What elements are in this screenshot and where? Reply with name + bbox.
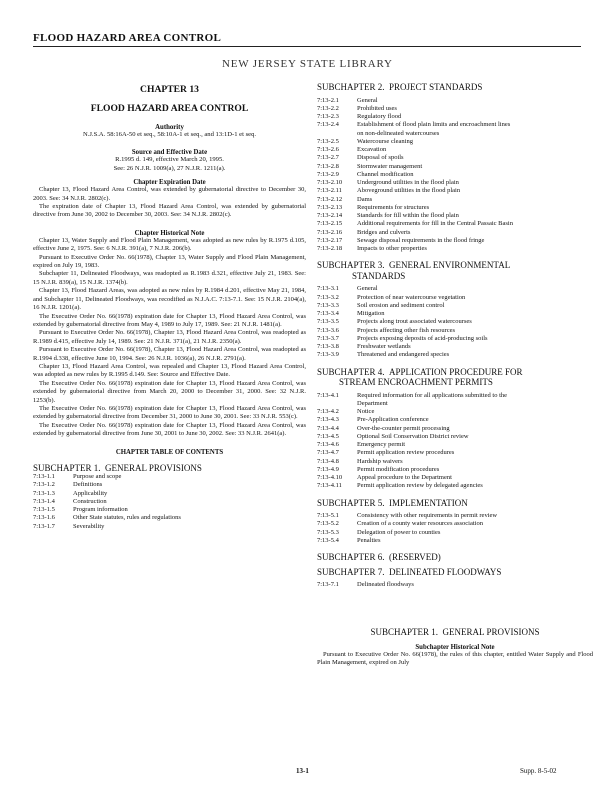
- historical-paragraph: The Executive Order No. 66(1978) expiration date for Chapter 13, Flood Hazard Area Control, was extended by gubernatorial directive from March 20, 2000 to December 31, 2000. See: 32 N.J.R. 1253(b).: [33, 379, 306, 404]
- toc-row: 7:13-1.5 Program information: [33, 506, 128, 514]
- historical-paragraph: The Executive Order No. 66(1978) expiration date for Chapter 13, Flood Hazard Area Control, was extended by gubernatorial directive from December 31, 2000 to June 30, 2001. See: 33 N.J.R. 553(c).: [33, 404, 306, 421]
- toc-row: 7:13-2.1 General: [317, 96, 378, 104]
- subchapter-6-heading: [317, 552, 593, 563]
- toc-row: 7:13-4.2 Notice: [317, 408, 375, 415]
- toc-row: 7:13-2.18 Impacts to other properties: [317, 245, 427, 252]
- left-column: [33, 82, 306, 531]
- toc-row: 7:13-5.3 Delegation of power to counties: [317, 528, 441, 536]
- historical-paragraph: Pursuant to Executive Order No. 66(1978), Chapter 13, Flood Hazard Area Control, was readopted as R.1994 d.338, effective June 10, 1994. See: 26 N.J.R. 1036(a), 26 N.J.R. 2791(a).: [33, 346, 306, 362]
- subchapter-title: (RESERVED): [389, 552, 441, 562]
- toc-row: 7:13-4.7 Permit application review procedures: [317, 449, 455, 457]
- toc-row: 7:13-4.5 Optional Soil Conservation District review: [317, 432, 469, 440]
- toc-row: 7:13-7.1 Delineated floodways: [317, 581, 414, 588]
- expiration-paragraph: The expiration date of Chapter 13, Flood Hazard Area Control, was extended by gubernatorial directive from June 30, 2002 to December 30, 2003. See: 34 N.J.R. 2802(c).: [33, 203, 306, 219]
- historical-paragraph: Pursuant to Executive Order No. 66(1978), Chapter 13, Water Supply and Flood Plain Management, expired on July 19, 1983.: [33, 253, 306, 270]
- subchapter-label: SUBCHAPTER 7.: [317, 566, 385, 577]
- subchapter-title-line2: STREAM ENCROACHMENT PERMITS: [339, 377, 493, 387]
- toc-row: 7:13-3.4 Mitigation: [317, 310, 385, 317]
- toc-row: 7:13-3.8 Freshwater wetlands: [317, 343, 411, 350]
- toc-row: 7:13-2.15 Additional requirements for fill in the Central Passaic Basin: [317, 220, 513, 228]
- toc-row: 7:13-1.3 Applicability: [33, 489, 108, 497]
- toc-row: 7:13-3.9 Threatened and endangered species: [317, 351, 450, 359]
- toc-row: 7:13-2.5 Watercourse cleaning: [317, 137, 413, 145]
- subchapter-title: DELINEATED FLOODWAYS: [389, 566, 502, 577]
- historical-paragraph: The Executive Order No. 66(1978) expiration date for Chapter 13, Flood Hazard Area Control, was extended by gubernatorial directive from May 4, 1989 to July 17, 1989. See: 21 N.J.R. 1481(a).: [33, 312, 306, 328]
- toc-row: 7:13-4.1 Required information for all applications submitted to the: [317, 391, 508, 399]
- toc-row: 7:13-2.16 Bridges and culverts: [317, 228, 411, 236]
- subchapter-title: APPLICATION PROCEDURE FOR: [389, 366, 523, 377]
- historical-paragraph: The Executive Order No. 66(1978) expiration date for Chapter 13, Flood Hazard Area Control, was extended by gubernatorial directive from June 30, 2001 to June 30, 2002. See: 33 N.J.R. 2641(a).: [33, 421, 306, 438]
- toc-row: 7:13-4.10 Appeal procedure to the Department: [317, 474, 452, 481]
- subchapter-label: SUBCHAPTER 6.: [317, 552, 385, 562]
- toc-row: 7:13-2.4 Establishment of flood plain limits and encroachment lines: [317, 121, 511, 129]
- toc-row: 7:13-3.2 Protection of near watercourse vegetation: [317, 293, 466, 301]
- subchapter-historical-note-text: Pursuant to Executive Order No. 66(1978), the rules of this chapter, entitled Water Supply and Flood Plain Management, expired on July: [317, 650, 593, 667]
- subchapter-7-heading: [317, 567, 593, 578]
- toc-row: 7:13-5.2 Creation of a county water resources association: [317, 520, 483, 528]
- right-column: [317, 82, 593, 668]
- subchapter-label: SUBCHAPTER 5.: [317, 497, 385, 508]
- toc-row: 7:13-2.13 Requirements for structures: [317, 203, 430, 211]
- historical-paragraph: Chapter 13, Flood Hazard Areas, was adopted as new rules by R.1984 d.201, effective May 21, 1984, and Subchapter 11, Delineated Floodways, was recodified as N.J.A.C. 7:13-7.1. See: 15 N.J.R. 2104(a), 16 N.J.R. 1201(a).: [33, 287, 306, 312]
- toc-row: 7:13-3.3 Soil erosion and sediment control: [317, 301, 445, 309]
- toc-row: 7:13-4.6 Emergency permit: [317, 441, 406, 448]
- historical-paragraph: Pursuant to Executive Order No. 66(1978), Chapter 13, Flood Hazard Area Control, was readopted as R.1989 d.415, effective July 14, 1989. See: 21 N.J.R. 371(a), 21 N.J.R. 2350(a).: [33, 329, 306, 345]
- source-line: See: 26 N.J.R. 1009(a), 27 N.J.R. 1211(a).: [113, 164, 226, 172]
- toc-row: 7:13-3.5 Projects along trout associated watercourses: [317, 318, 472, 326]
- header-rule: [33, 46, 581, 47]
- toc-row: 7:13-4.4 Over-the-counter permit processing: [317, 424, 450, 432]
- library-stamp: NEW JERSEY STATE LIBRARY: [222, 58, 393, 70]
- toc-row-continuation: Department: [357, 399, 388, 407]
- historical-paragraph: Chapter 13, Flood Hazard Area Control, was repealed and Chapter 13, Flood Hazard Area Control, was adopted as new rules by R.1995 d.149. See: Source and Effective Date.: [33, 362, 306, 379]
- toc-row: 7:13-4.11 Permit application review by delegated agencies: [317, 482, 483, 490]
- subchapter-4-heading: [317, 367, 593, 378]
- toc-row: 7:13-4.8 Hardship waivers: [317, 457, 403, 465]
- subchapter-1-body-heading: [317, 627, 593, 638]
- subchapter-label: SUBCHAPTER 1.: [370, 627, 439, 638]
- subchapter-label: SUBCHAPTER 4.: [317, 366, 385, 377]
- expiration-paragraph: Chapter 13, Flood Hazard Area Control, was extended by gubernatorial directive to December 30, 2003. See: 34 N.J.R. 2802(c).: [33, 186, 306, 202]
- toc-row: 7:13-2.6 Excavation: [317, 146, 387, 153]
- toc-row: 7:13-1.4 Construction: [33, 497, 107, 505]
- subchapter-1-heading: [33, 463, 306, 474]
- toc-row: 7:13-3.6 Projects affecting other fish resources: [317, 326, 456, 334]
- toc-row: 7:13-5.1 Consistency with other requirements in permit review: [317, 512, 498, 519]
- toc-row: 7:13-2.11 Aboveground utilities in the flood plain: [317, 187, 461, 195]
- subchapter-2-heading: [317, 82, 593, 93]
- historical-note-heading: Chapter Historical Note: [134, 229, 205, 237]
- toc-row: 7:13-2.2 Prohibited uses: [317, 104, 397, 112]
- subchapter-5-heading: [317, 498, 593, 509]
- expiration-heading: Chapter Expiration Date: [133, 179, 206, 187]
- subchapter-label: SUBCHAPTER 1.: [33, 462, 101, 473]
- authority-heading: Authority: [155, 124, 184, 131]
- subchapter-label: SUBCHAPTER 3.: [317, 260, 385, 271]
- toc-row-continuation: on non-delineated watercourses: [357, 129, 440, 137]
- historical-paragraph: Subchapter 11, Delineated Floodways, was readopted as R.1983 d.321, effective July 21, 1983. See: 15 N.J.R. 839(a), 15 N.J.R. 1374(b).: [33, 270, 306, 286]
- subchapter-title: PROJECT STANDARDS: [389, 82, 483, 92]
- subchapter-title: GENERAL ENVIRONMENTAL: [389, 260, 511, 271]
- toc-row: 7:13-2.12 Dams: [317, 195, 373, 203]
- toc-heading: CHAPTER TABLE OF CONTENTS: [115, 448, 224, 456]
- source-line: R.1995 d. 149, effective March 20, 1995.: [115, 156, 224, 164]
- toc-row: 7:13-3.7 Projects exposing deposits of acid-producing soils: [317, 334, 488, 342]
- toc-row: 7:13-4.3 Pre-Application conference: [317, 416, 429, 424]
- subchapter-historical-note-heading: Subchapter Historical Note: [415, 643, 495, 651]
- chapter-title: FLOOD HAZARD AREA CONTROL: [90, 103, 249, 114]
- subchapter-title: GENERAL PROVISIONS: [105, 462, 202, 473]
- subchapter-title: IMPLEMENTATION: [389, 497, 468, 508]
- toc-row: 7:13-3.1 General: [317, 285, 378, 293]
- toc-row: 7:13-2.8 Stormwater management: [317, 162, 423, 170]
- chapter-number: CHAPTER 13: [140, 84, 199, 95]
- historical-paragraph: Chapter 13, Water Supply and Flood Plain Management, was adopted as new rules by R.1975 d.105, effective June 2, 1975. See: 6 N.J.R. 391(a), 7 N.J.R. 206(b).: [33, 236, 306, 253]
- supplement-date: Supp. 8-5-02: [520, 767, 557, 775]
- subchapter-title-line2: STANDARDS: [352, 270, 406, 281]
- toc-row: 7:13-1.1 Purpose and scope: [33, 473, 122, 481]
- source-heading: Source and Effective Date: [131, 149, 208, 157]
- running-header: [33, 32, 588, 46]
- subchapter-title: GENERAL PROVISIONS: [442, 627, 540, 638]
- toc-row: 7:13-1.2 Definitions: [33, 481, 103, 489]
- toc-row: 7:13-2.17 Sewage disposal requirements in the flood fringe: [317, 236, 485, 244]
- authority-text: N.J.S.A. 58:16A-50 et seq., 58:10A-1 et seq., and 13:1D-1 et seq.: [82, 131, 257, 138]
- toc-row: 7:13-2.9 Channel modification: [317, 170, 414, 178]
- toc-row: 7:13-5.4 Penalties: [317, 536, 381, 544]
- subchapter-label: SUBCHAPTER 2.: [317, 82, 385, 92]
- toc-row: 7:13-2.14 Standards for fill within the flood plain: [317, 212, 459, 219]
- toc-row: 7:13-4.9 Permit modification procedures: [317, 465, 440, 473]
- subchapter-3-heading: [317, 260, 593, 271]
- running-title: FLOOD HAZARD AREA CONTROL: [33, 32, 222, 44]
- toc-row: 7:13-2.3 Regulatory flood: [317, 113, 402, 120]
- toc-row: 7:13-1.7 Severability: [33, 522, 105, 530]
- toc-row: 7:13-1.6 Other State statutes, rules and regulations: [33, 514, 181, 522]
- toc-row: 7:13-2.7 Disposal of spoils: [317, 154, 404, 162]
- page-number: 13-1: [296, 767, 309, 775]
- toc-row: 7:13-2.10 Underground utilities in the flood plain: [317, 179, 459, 186]
